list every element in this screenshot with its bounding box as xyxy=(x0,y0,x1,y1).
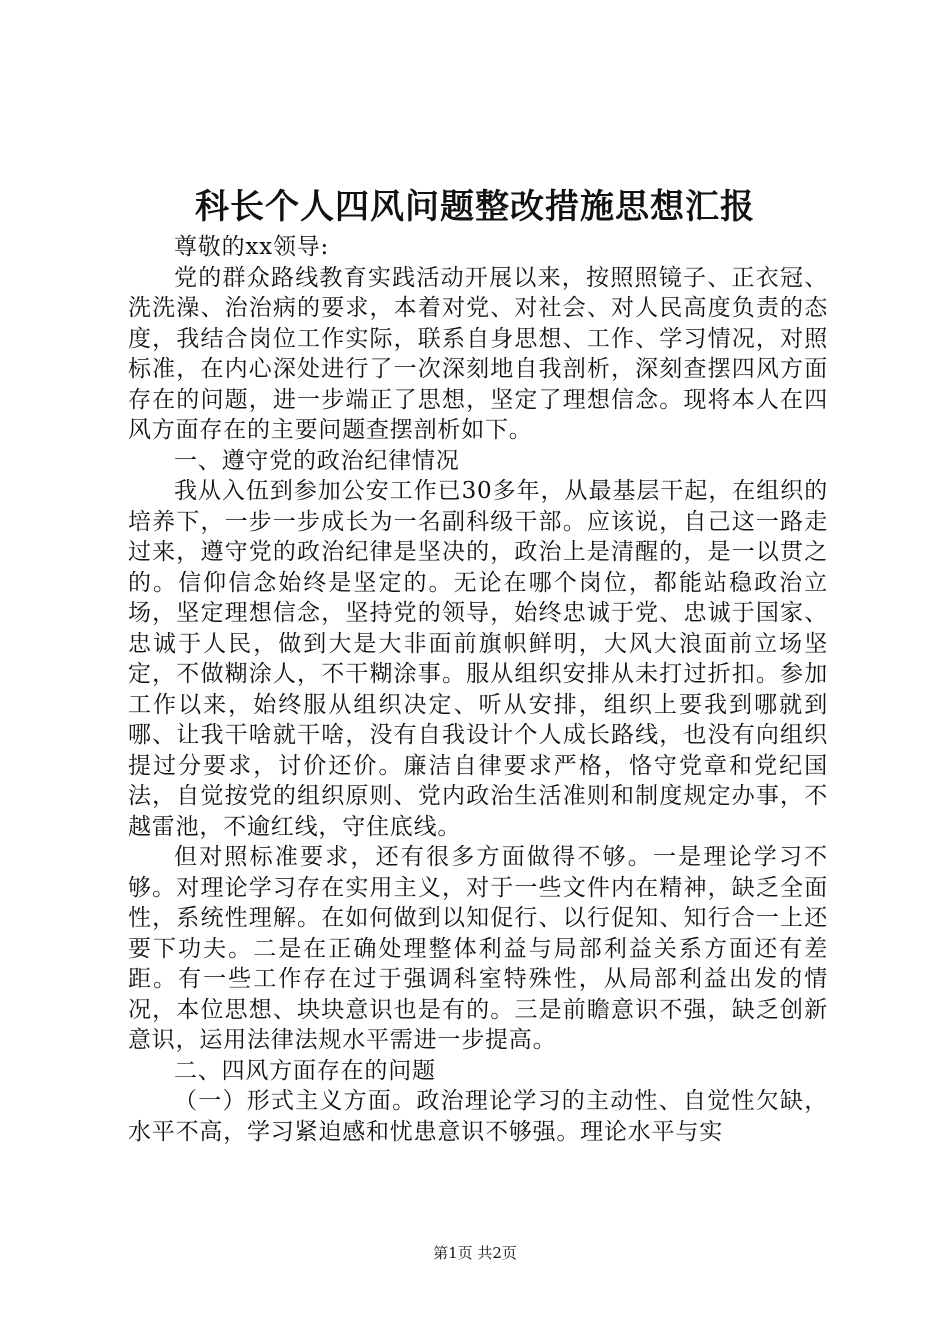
paragraph-shortcomings: 但对照标准要求，还有很多方面做得不够。一是理论学习不够。对理论学习存在实用主义，对于一些文件内在精神，缺乏全面性，系统性理解。在如何做到以知促行、以行促知、知行合一上还要下功夫。二是在正确处理整体利益与局部利益关系方面还有差距。有一些工作存在过于强调科室特殊性，从局部利益出发的情况，本位思想、块块意识也是有的。三是前瞻意识不强，缺乏创新意识，运用法律法规水平需进一步提高。 xyxy=(128,844,828,1053)
page-footer: 第1页 共2页 xyxy=(433,1244,517,1262)
section-heading-1: 一、遵守党的政治纪律情况 xyxy=(174,447,460,474)
paragraph-intro: 党的群众路线教育实践活动开展以来，按照照镜子、正衣冠、洗洗澡、治治病的要求，本着对党、对社会、对人民高度负责的态度，我结合岗位工作实际，联系自身思想、工作、学习情况，对照标准，在内心深处进行了一次深刻地自我剖析，深刻查摆四风方面存在的问题，进一步端正了思想，坚定了理想信念。现将本人在四风方面存在的主要问题查摆剖析如下。 xyxy=(128,264,828,443)
paragraph-formalism: （一）形式主义方面。政治理论学习的主动性、自觉性欠缺，水平不高，学习紧迫感和忧患意识不够强。理论水平与实 xyxy=(128,1088,828,1145)
section-heading-2: 二、四风方面存在的问题 xyxy=(174,1057,436,1084)
salutation: 尊敬的xx领导: xyxy=(174,234,330,260)
document-title: 科长个人四风问题整改措施思想汇报 xyxy=(195,187,755,227)
paragraph-discipline: 我从入伍到参加公安工作已30多年，从最基层干起，在组织的培养下，一步一步成长为一名副科级干部。应该说，自己这一路走过来，遵守党的政治纪律是坚决的，政治上是清醒的，是一以贯之的。信仰信念始终是坚定的。无论在哪个岗位，都能站稳政治立场，坚定理想信念，坚持党的领导，始终忠诚于党、忠诚于国家、忠诚于人民，做到大是大非面前旗帜鲜明，大风大浪面前立场坚定，不做糊涂人，不干糊涂事。服从组织安排从未打过折扣。参加工作以来，始终服从组织决定、听从安排，组织上要我到哪就到哪、让我干啥就干啥，没有自我设计个人成长路线，也没有向组织提过分要求，讨价还价。廉洁自律要求严格，恪守党章和党纪国法，自觉按党的组织原则、党内政治生活准则和制度规定办事，不越雷池，不逾红线，守住底线。 xyxy=(128,478,828,840)
document-body xyxy=(128,232,828,1147)
